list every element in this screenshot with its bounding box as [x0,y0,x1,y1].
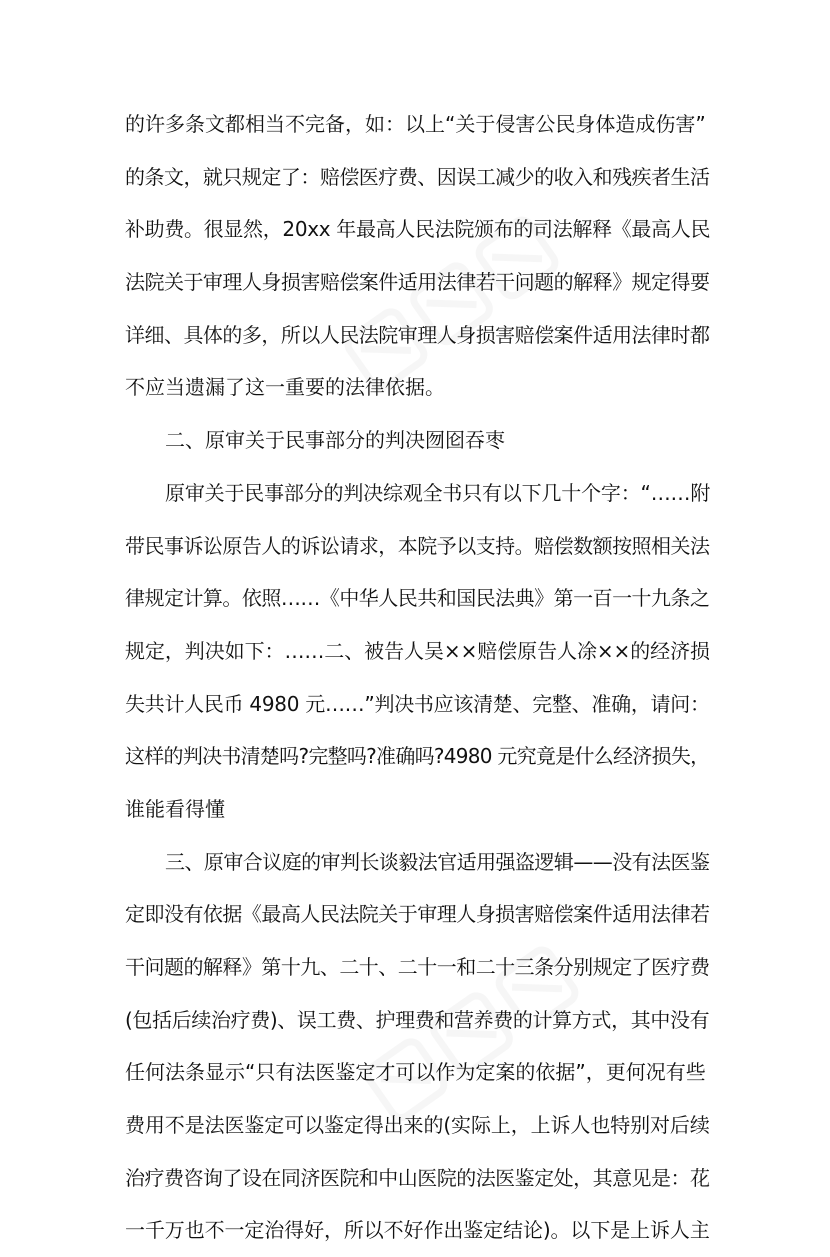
text-line: 费用不是法医鉴定可以鉴定得出来的(实际上，上诉人也特别对后续 [125,1113,710,1138]
text-line: 定即没有依据《最高人民法院关于审理人身损害赔偿案件适用法律若 [125,902,710,927]
text-line: 谁能看得懂 [125,796,225,821]
text-line: 干问题的解释》第十九、二十、二十一和二十三条分别规定了医疗费 [125,955,710,979]
text-line: 法院关于审理人身损害赔偿案件适用法律若干问题的解释》规定得要 [125,270,710,295]
text-line: 任何法条显示“只有法医鉴定才可以作为定案的依据”，更何况有些 [125,1060,706,1085]
text-line: 三、原审合议庭的审判长谈毅法官适用强盗逻辑——没有法医鉴 [165,849,710,874]
text-line: 的条文，就只规定了：赔偿医疗费、因误工减少的收入和残疾者生活 [125,164,710,189]
text-line: 一千万也不一定治得好，所以不好作出鉴定结论)。以下是上诉人主 [125,1218,710,1243]
paragraph-4 [125,836,710,1257]
text-line: 带民事诉讼原告人的诉讼请求，本院予以支持。赔偿数额按照相关法 [125,533,710,558]
text-line: 律规定计算。依照……《中华人民共和国民法典》第一百一十九条之 [125,586,710,611]
paragraph-1 [125,98,710,414]
text-line: 的许多条文都相当不完备，如：以上“关于侵害公民身体造成伤害” [125,112,706,136]
section-heading-2 [125,414,710,467]
text-line: 补助费。很显然，20xx 年最高人民法院颁布的司法解释《最高人民 [125,217,711,242]
text-line: 治疗费咨询了设在同济医院和中山医院的法医鉴定处，其意见是：花 [125,1165,710,1190]
text-line: 原审关于民事部分的判决综观全书只有以下几十个字：“……附 [165,480,711,505]
heading-line: 二、原审关于民事部分的判决囫囵吞枣 [165,428,505,453]
text-line: 失共计人民币 4980 元……”判决书应该清楚、完整、准确，请问： [125,691,710,716]
text-line: 详细、具体的多，所以人民法院审理人身损害赔偿案件适用法律时都 [125,322,710,347]
paragraph-3 [125,467,710,836]
text-line: 规定，判决如下：……二、被告人吴××赔偿原告人凃××的经济损 [125,638,710,663]
document-body [125,98,710,1257]
text-line: 这样的判决书清楚吗?完整吗?准确吗?4980 元究竟是什么经济损失， [125,744,710,769]
text-line: 不应当遗漏了这一重要的法律依据。 [125,375,445,400]
text-line: (包括后续治疗费)、误工费、护理费和营养费的计算方式，其中没有 [125,1007,710,1032]
